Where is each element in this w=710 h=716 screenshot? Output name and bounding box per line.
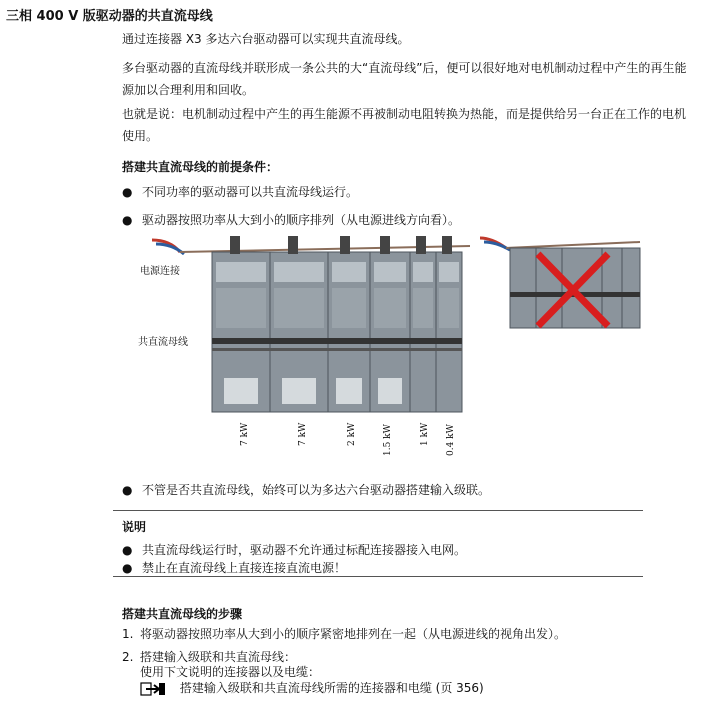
correct-arrangement (152, 236, 470, 412)
kw-label-3: 2 kW (347, 422, 357, 446)
bullet-icon: ● (122, 483, 133, 497)
bullet-icon: ● (122, 543, 133, 557)
drive-arrangement-figure (140, 228, 660, 428)
prereq-item-1: ● 不同功率的驱动器可以共直流母线运行。 (122, 185, 359, 199)
bullet-icon: ● (122, 213, 133, 227)
dc-bus-label: 共直流母线 (138, 337, 188, 348)
note-bottom-rule (113, 576, 643, 577)
step-2-link-row[interactable] (140, 681, 484, 696)
step-1: 1. 将驱动器按照功率从大到小的顺序紧密地排列在一起（从电源进线的视角出发）。 (122, 627, 567, 641)
kw-label-1: 7 kW (240, 422, 250, 446)
power-connection-label: 电源连接 (140, 266, 180, 277)
kw-label-5: 1 kW (420, 422, 430, 446)
kw-label-6: 0.4 kW (446, 424, 456, 456)
prereq-item-2: ● 驱动器按照功率从大到小的顺序排列（从电源进线方向看）。 (122, 213, 461, 227)
bullet-icon: ● (122, 185, 133, 199)
intro-paragraph-2: 多台驱动器的直流母线并联形成一条公共的大“直流母线”后，便可以很好地对电机制动过程中产生的再生能源加以合理利用和回收。 (122, 61, 687, 97)
prereq-heading: 搭建共直流母线的前提条件： (122, 160, 279, 174)
kw-label-4: 1.5 kW (383, 424, 393, 456)
note-item-1: ● 共直流母线运行时，驱动器不允许通过标配连接器接入电网。 (122, 543, 467, 557)
note-item-2: ● 禁止在直流母线上直接连接直流电源！ (122, 561, 347, 575)
intro-paragraph-3: 也就是说：电机制动过程中产生的再生能源不再被制动电阻转换为热能，而是提供给另一台正在工作的电机使用。 (122, 107, 687, 143)
cross-reference-icon (140, 682, 166, 696)
step-2-sub: 使用下文说明的连接器以及电缆： (140, 665, 321, 679)
incorrect-arrangement (480, 238, 640, 328)
after-figure-item: ● 不管是否共直流母线，始终可以为多达六台驱动器搭建输入级联。 (122, 483, 491, 497)
cross-reference-link[interactable]: 搭建输入级联和共直流母线所需的连接器和电缆 (页 356) (179, 681, 484, 695)
bullet-icon: ● (122, 561, 133, 575)
steps-heading: 搭建共直流母线的步骤 (122, 607, 243, 621)
kw-label-2: 7 kW (298, 422, 308, 446)
note-top-rule (113, 510, 643, 511)
section-title: 三相 400 V 版驱动器的共直流母线 (6, 9, 213, 24)
intro-paragraph-1: 通过连接器 X3 多达六台驱动器可以实现共直流母线。 (122, 32, 410, 46)
step-2: 2. 搭建输入级联和共直流母线： (122, 650, 297, 664)
note-title: 说明 (122, 520, 147, 534)
